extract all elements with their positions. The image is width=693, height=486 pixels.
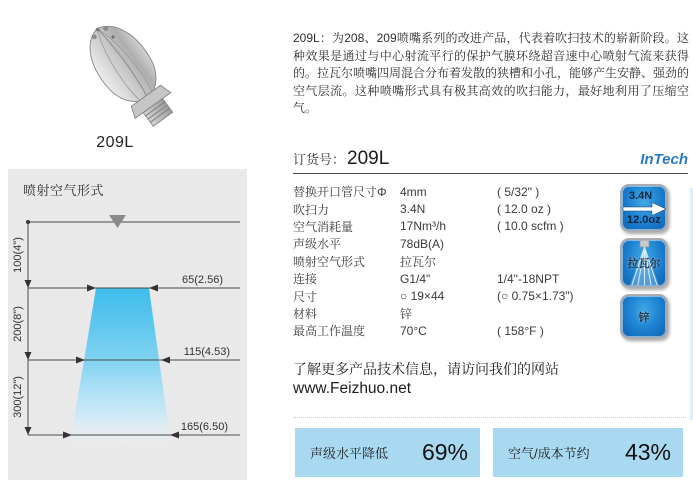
badge-laval-nozzle xyxy=(620,238,668,288)
spec-imperial: ( 12.0 oz ) xyxy=(497,202,552,217)
spray-pattern-diagram xyxy=(8,169,247,480)
divider xyxy=(293,417,686,418)
badge-material-zinc xyxy=(620,294,668,339)
spec-row-connection xyxy=(293,270,613,287)
spec-row-dimensions xyxy=(293,287,613,304)
spec-metric: 17Nm³/h xyxy=(400,219,447,234)
spec-metric: G1/4" xyxy=(400,271,431,286)
spec-imperial: ( 158°F ) xyxy=(497,323,544,338)
stat-cost-saving xyxy=(493,428,683,477)
spec-label: 空气消耗量 xyxy=(293,219,354,234)
spec-metric: 78dB(A) xyxy=(400,236,445,251)
spec-imperial: ( 10.0 scfm ) xyxy=(497,219,564,234)
stat-label: 声级水平降低 xyxy=(310,446,389,461)
order-label: 订货号： xyxy=(293,152,346,167)
badge-blow-force xyxy=(620,184,668,232)
product-description: 209L：为208、209喷嘴系列的改进产品，代表着吹扫技术的崭新阶段。这种效果是通过与中心射流平行的保护气膜环绕超音速中心喷射气流来获得的。拉瓦尔喷嘴四周混合分布着发散的狭槽和小孔，能够产生安静、强劲的空气层流。这种喷嘴形式具有极其高效的吹扫能力，最好地利用了压缩空气。 xyxy=(293,31,690,115)
spec-label: 替换开口管尺寸Φ xyxy=(293,185,387,200)
product-model-caption: 209L xyxy=(96,134,134,151)
spec-label: 材料 xyxy=(293,306,318,321)
spec-row-sound-level xyxy=(293,235,613,252)
spec-imperial: (○ 0.75×1.73") xyxy=(497,289,574,304)
spec-label: 最高工作温度 xyxy=(293,324,366,339)
website-note xyxy=(293,360,689,399)
spec-row-material xyxy=(293,305,613,322)
spec-label: 吹扫力 xyxy=(293,202,330,217)
stat-value: 43% xyxy=(624,439,671,465)
spec-row-opening-size xyxy=(293,183,613,200)
laval-label: 拉瓦尔 xyxy=(627,258,661,270)
spray-cone-shape xyxy=(70,288,171,445)
spec-imperial: 1/4"-18NPT xyxy=(497,271,560,286)
order-number: 209L xyxy=(347,148,390,169)
spec-label: 连接 xyxy=(293,272,318,287)
stat-label: 空气/成本节约 xyxy=(508,446,590,461)
order-header xyxy=(293,148,688,174)
spec-row-air-consumption xyxy=(293,218,613,235)
blow-force-ounce: 12.0oz xyxy=(627,214,661,226)
distance-label-100: 100(4") xyxy=(12,237,24,273)
spec-metric: 4mm xyxy=(400,184,427,199)
spec-row-max-temperature xyxy=(293,322,613,339)
width-label-115: 115(4.53) xyxy=(183,346,230,358)
stat-noise-reduction xyxy=(295,428,480,477)
spec-imperial: ( 5/32" ) xyxy=(497,184,540,199)
brand-logo: InTech xyxy=(640,151,688,168)
feature-badges xyxy=(620,184,668,345)
spec-label: 喷射空气形式 xyxy=(293,254,366,269)
blow-force-newton: 3.4N xyxy=(629,190,653,202)
website-note-text: 了解更多产品技术信息，请访问我们的网站 xyxy=(293,361,559,377)
spec-table xyxy=(293,183,613,340)
spec-metric: 锌 xyxy=(400,306,413,321)
spec-metric: 70°C xyxy=(400,323,427,338)
distance-label-300: 300(12") xyxy=(12,376,24,418)
spec-row-blow-force xyxy=(293,200,613,217)
spray-pattern-title: 喷射空气形式 xyxy=(23,183,105,198)
spec-row-spray-pattern xyxy=(293,253,613,270)
stat-value: 69% xyxy=(421,439,468,465)
distance-label-200: 200(8") xyxy=(12,306,24,342)
width-label-65: 65(2.56) xyxy=(182,274,223,286)
product-photo xyxy=(48,12,213,136)
spec-metric: ○ 19×44 xyxy=(400,289,445,304)
website-url[interactable]: www.Feizhuo.net xyxy=(293,380,412,397)
nozzle-photo-art xyxy=(48,12,213,136)
width-label-165: 165(6.50) xyxy=(180,421,228,433)
spray-pattern-panel xyxy=(8,169,247,480)
zinc-label: 锌 xyxy=(638,311,650,324)
spec-label: 尺寸 xyxy=(293,289,318,304)
spec-label: 声级水平 xyxy=(293,237,342,252)
spec-metric: 3.4N xyxy=(400,202,426,217)
spec-metric: 拉瓦尔 xyxy=(400,254,437,269)
